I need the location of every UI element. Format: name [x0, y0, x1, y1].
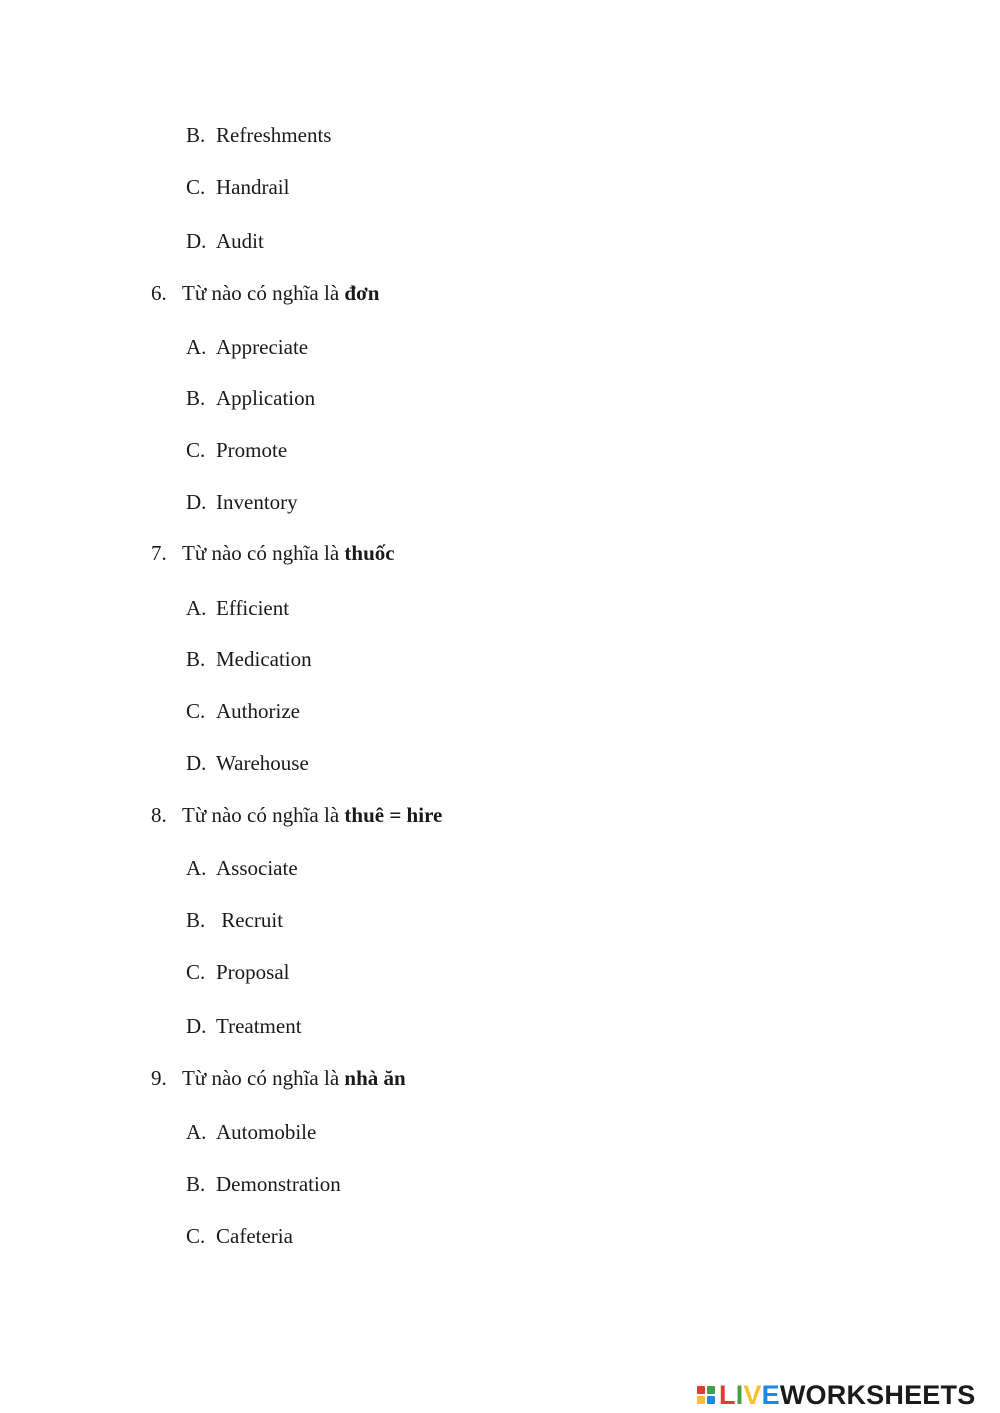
option-text: [216, 1221, 293, 1251]
option-text: [216, 696, 300, 726]
option-label: Automobile: [216, 1120, 317, 1144]
question-text: [182, 538, 395, 568]
option-letter: B.: [186, 647, 206, 671]
option-label: Cafeteria: [216, 1224, 293, 1248]
question-prompt: Từ nào có nghĩa là: [182, 281, 345, 305]
question-prompt: Từ nào có nghĩa là: [182, 803, 345, 827]
option-letter: A.: [186, 1120, 207, 1144]
option-text: [216, 1011, 302, 1041]
option-letter: B.: [186, 1172, 206, 1196]
option-label: Medication: [216, 647, 312, 671]
logo-icon: [697, 1386, 715, 1404]
liveworksheets-logo: [697, 1378, 975, 1412]
option-text: [216, 226, 264, 256]
option-label: Inventory: [216, 490, 298, 514]
option-label: Refreshments: [216, 123, 332, 147]
option-text: [216, 957, 290, 987]
option-label: Handrail: [216, 175, 290, 199]
option-text: [216, 383, 315, 413]
question-prompt: Từ nào có nghĩa là: [182, 1066, 345, 1090]
option-text: [216, 748, 309, 778]
question-number: 6.: [151, 281, 167, 305]
option-text: [216, 853, 298, 883]
logo-square: [697, 1396, 705, 1404]
option-text: [216, 435, 287, 465]
option-label: Treatment: [216, 1014, 302, 1038]
question-prompt: Từ nào có nghĩa là: [182, 541, 345, 565]
question-keyword: nhà ăn: [344, 1066, 406, 1090]
option-text: [216, 1169, 341, 1199]
option-letter: C.: [186, 699, 206, 723]
option-label: Warehouse: [216, 751, 309, 775]
question-text: [182, 1063, 406, 1093]
logo-square: [707, 1386, 715, 1394]
option-letter: C.: [186, 960, 206, 984]
question-number: 7.: [151, 541, 167, 565]
option-letter: A.: [186, 596, 207, 620]
option-letter: B.: [186, 386, 206, 410]
option-text: [216, 172, 289, 202]
question-keyword: thuê = hire: [344, 803, 443, 827]
option-text: [216, 120, 331, 150]
option-text: [216, 644, 312, 674]
option-letter: D.: [186, 229, 207, 253]
question-number: 8.: [151, 803, 167, 827]
option-label: Authorize: [216, 699, 300, 723]
option-letter: A.: [186, 335, 207, 359]
option-text: [216, 332, 308, 362]
logo-square: [697, 1386, 705, 1394]
logo-square: [707, 1396, 715, 1404]
option-label: Proposal: [216, 960, 290, 984]
option-label: Demonstration: [216, 1172, 341, 1196]
option-text: [216, 487, 298, 517]
option-text: [216, 593, 289, 623]
question-number: 9.: [151, 1066, 167, 1090]
question-text: [182, 800, 442, 830]
option-label: Audit: [216, 229, 264, 253]
option-letter: A.: [186, 856, 207, 880]
option-letter: D.: [186, 1014, 207, 1038]
question-keyword: thuốc: [344, 541, 395, 565]
option-label: Appreciate: [216, 335, 309, 359]
option-letter: D.: [186, 751, 207, 775]
option-label: Efficient: [216, 596, 290, 620]
option-text: [216, 905, 283, 935]
option-label: Application: [216, 386, 316, 410]
option-label: Promote: [216, 438, 288, 462]
option-letter: B.: [186, 908, 206, 932]
option-letter: C.: [186, 438, 206, 462]
option-letter: D.: [186, 490, 207, 514]
option-letter: B.: [186, 123, 206, 147]
question-keyword: đơn: [344, 281, 380, 305]
option-label: Associate: [216, 856, 298, 880]
option-letter: C.: [186, 1224, 206, 1248]
logo-text: L I V E W O R K S H E E T S: [719, 1380, 976, 1410]
option-text: [216, 1117, 316, 1147]
option-letter: C.: [186, 175, 206, 199]
question-text: [182, 278, 379, 308]
option-label: Recruit: [216, 908, 284, 932]
